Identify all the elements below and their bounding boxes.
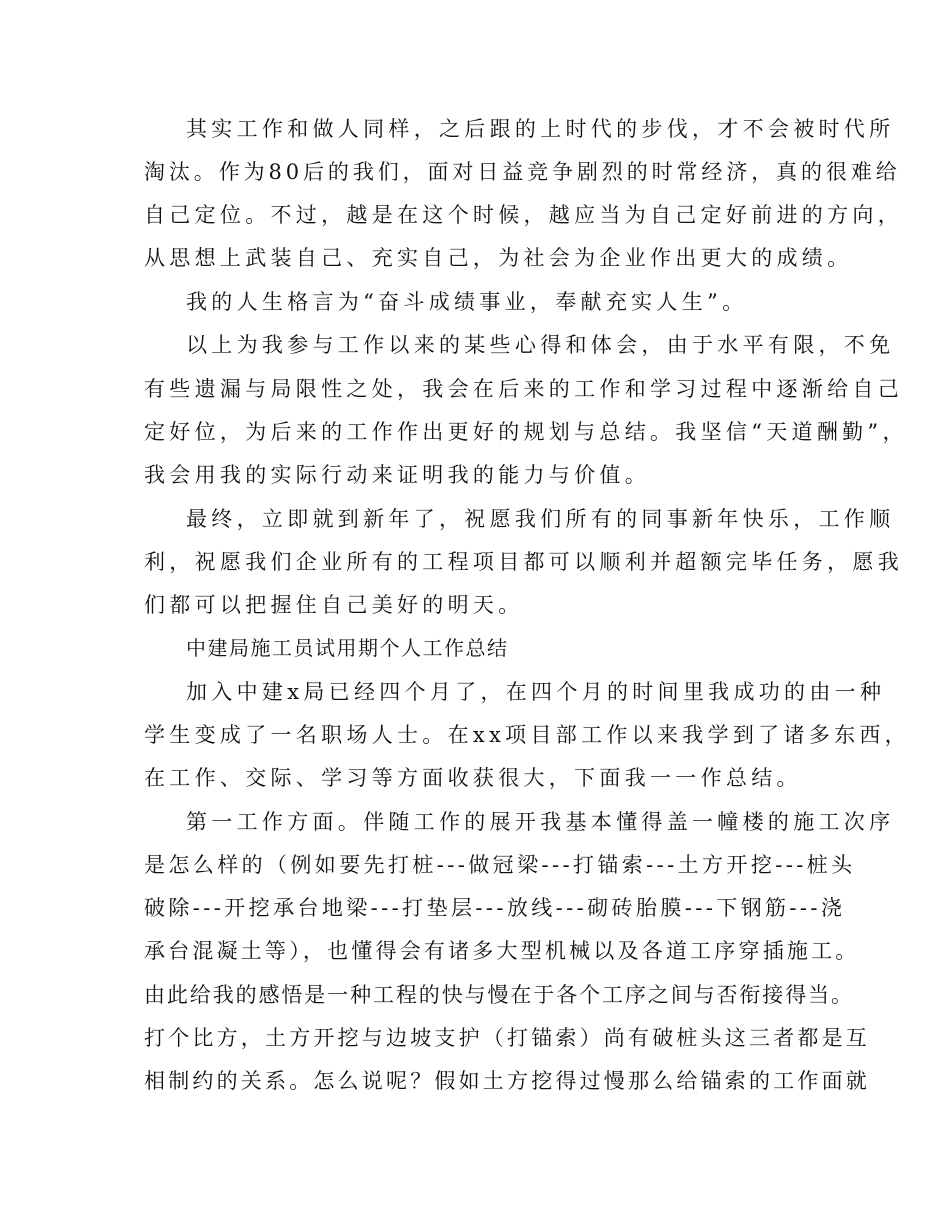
paragraph-line: 从思想上武装自己、充实自己，为社会为企业作出更大的成绩。 <box>144 246 853 270</box>
paragraph-line: 我会用我的实际行动来证明我的能力与价值。 <box>144 463 650 487</box>
paragraph-line: 第一工作方面。伴随工作的展开我基本懂得盖一幢楼的施工次序 <box>186 810 895 834</box>
paragraph-line: 破除---开挖承台地梁---打垫层---放线---砌砖胎膜---下钢筋---浇 <box>144 896 846 920</box>
paragraph-line: 定好位，为后来的工作作出更好的规划与总结。我坚信“天道酬勤”， <box>144 420 908 444</box>
paragraph-line: 其实工作和做人同样，之后跟的上时代的步伐，才不会被时代所 <box>186 117 895 141</box>
paragraph-line: 承台混凝土等），也懂得会有诸多大型机械以及各道工序穿插施工。 <box>144 939 860 963</box>
paragraph-line: 有些遗漏与局限性之处，我会在后来的工作和学习过程中逐渐给自己 <box>144 377 903 401</box>
paragraph-line: 最终，立即就到新年了，祝愿我们所有的同事新年快乐，工作顺 <box>186 507 895 531</box>
paragraph-line: 淘汰。作为80后的我们，面对日益竞争剧烈的时常经济，真的很难给 <box>144 160 901 184</box>
paragraph-line: 打个比方，土方开挖与边坡支护（打锚索）尚有破桩头这三者都是互 <box>144 1026 870 1050</box>
paragraph-line: 利，祝愿我们企业所有的工程项目都可以顺利并超额完毕任务，愿我 <box>144 550 903 574</box>
section-title: 中建局施工员试用期个人工作总结 <box>186 636 509 660</box>
paragraph-line: 以上为我参与工作以来的某些心得和体会，由于水平有限，不免 <box>186 333 895 357</box>
paragraph-line: 我的人生格言为“奋斗成绩事业，奉献充实人生”。 <box>186 290 748 314</box>
paragraph-line: 们都可以把握住自己美好的明天。 <box>144 593 524 617</box>
paragraph-line: 加入中建x局已经四个月了，在四个月的时间里我成功的由一种 <box>186 680 886 704</box>
paragraph-line: 相制约的关系。怎么说呢？假如土方挖得过慢那么给锚索的工作面就 <box>144 1069 870 1093</box>
paragraph-line: 自己定位。不过，越是在这个时候，越应当为自己定好前进的方向， <box>144 203 903 227</box>
paragraph-line: 学生变成了一名职场人士。在xx项目部工作以来我学到了诸多东西， <box>144 723 910 747</box>
paragraph-line: 在工作、交际、学习等方面收获很大，下面我一一作总结。 <box>144 766 802 790</box>
paragraph-line: 是怎么样的（例如要先打桩---做冠梁---打锚索---土方开挖---桩头 <box>144 853 856 877</box>
paragraph-line: 由此给我的感悟是一种工程的快与慢在于各个工序之间与否衔接得当。 <box>144 983 854 1007</box>
